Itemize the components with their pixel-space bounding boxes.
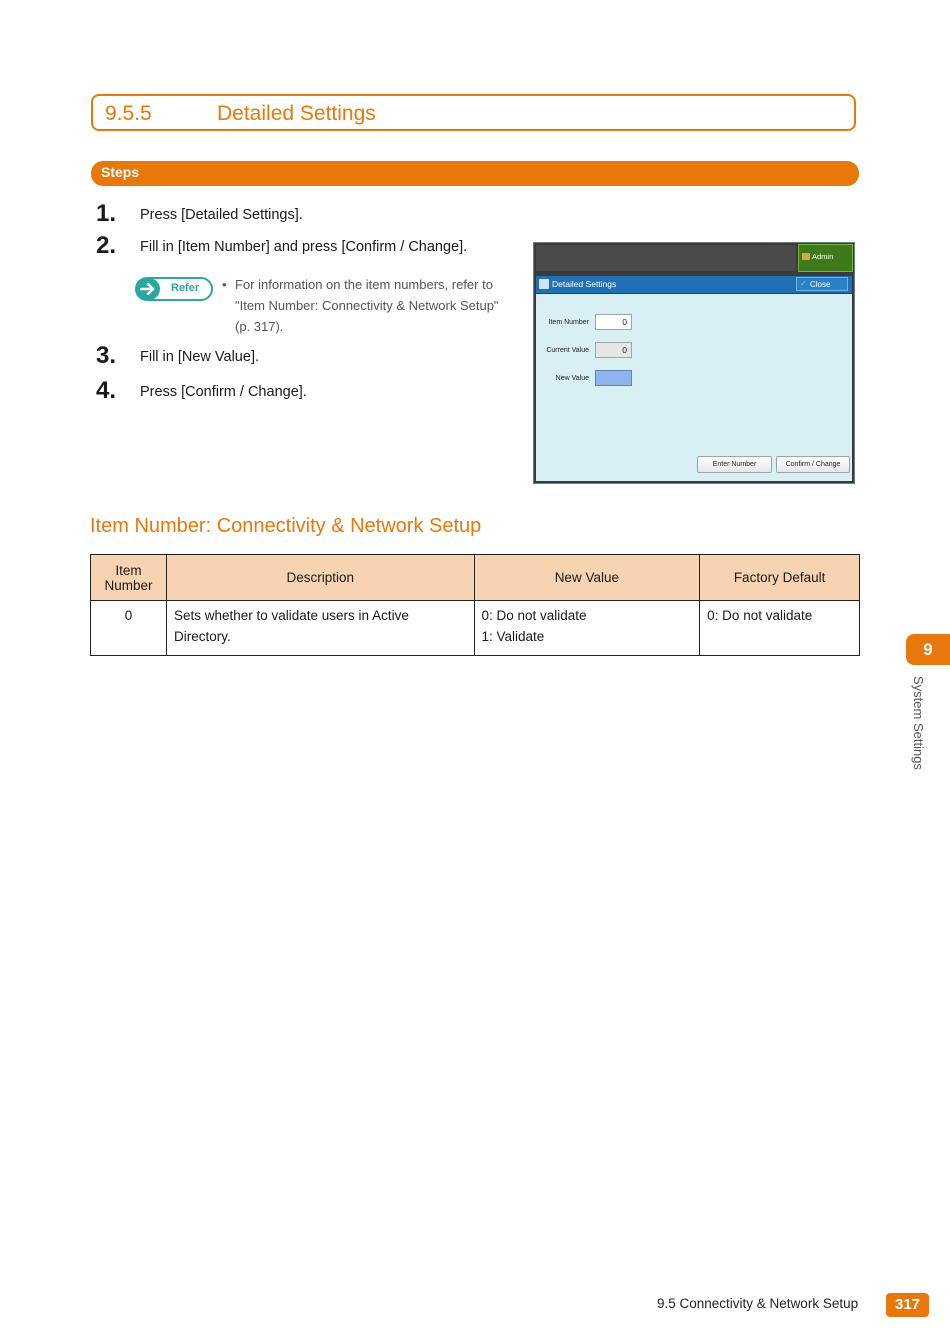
device-screen [533,242,855,484]
cell-item-number: 0 [91,601,167,656]
device-top-bar [536,245,796,271]
section-title: Detailed Settings [217,102,376,125]
footer-section-title: 9.5 Connectivity & Network Setup [657,1296,859,1311]
page-number: 317 [886,1293,929,1317]
bullet: • [222,277,227,292]
refer-note [222,274,517,337]
arrow-right-icon [136,278,160,300]
item-number-table [90,554,860,656]
new-value-field[interactable] [595,370,632,386]
table-heading: Item Number: Connectivity & Network Setup [90,515,482,537]
col-header-item-number: Item Number [91,555,167,601]
section-number: 9.5.5 [105,102,152,125]
step-2-number: 2. [96,232,117,259]
col-header-new-value: New Value [474,555,700,601]
new-value-label: New Value [555,375,589,382]
steps-bar [91,161,859,186]
item-number-field[interactable]: 0 [595,314,632,330]
admin-button[interactable] [798,244,853,272]
confirm-change-button[interactable]: Confirm / Change [776,456,850,473]
step-2-text: Fill in [Item Number] and press [Confirm / Change]. [140,239,468,255]
close-label: Close [810,280,831,289]
current-value-field: 0 [595,342,632,358]
admin-label: Admin [812,252,834,261]
refer-badge [135,277,213,301]
step-4-text: Press [Confirm / Change]. [140,384,307,400]
refer-text: For information on the item numbers, refer to "Item Number: Connectivity & Network Setup" (p. 317). [235,277,499,334]
step-4-number: 4. [96,377,117,404]
steps-label: Steps [101,164,140,180]
settings-tools-icon [539,279,549,289]
chapter-tab-label: System Settings [911,676,926,770]
cell-factory-default: 0: Do not validate [700,601,860,656]
new-value-option-0: 0: Do not validate [481,608,587,623]
table-header-row [91,555,860,601]
step-1-number: 1. [96,200,117,227]
enter-number-button[interactable]: Enter Number [697,456,772,473]
new-value-option-1: 1: Validate [481,629,545,644]
col-header-description: Description [166,555,474,601]
cell-description: Sets whether to validate users in Active Directory. [166,601,474,656]
close-button[interactable] [796,277,848,291]
refer-label: Refer [171,282,200,294]
device-body [536,294,852,481]
table-row [91,601,860,656]
chapter-tab: 9 [906,634,950,665]
admin-icon [802,253,810,260]
checkmark-icon: ✓ [800,279,807,288]
col-header-factory-default: Factory Default [700,555,860,601]
current-value-label: Current Value [546,347,589,354]
step-1-text: Press [Detailed Settings]. [140,207,303,223]
device-title: Detailed Settings [552,279,617,289]
cell-new-value [474,601,700,656]
item-number-label: Item Number [548,319,589,326]
step-3-number: 3. [96,342,117,369]
device-title-bar [536,276,852,293]
section-title-box [91,94,856,131]
step-3-text: Fill in [New Value]. [140,349,259,365]
